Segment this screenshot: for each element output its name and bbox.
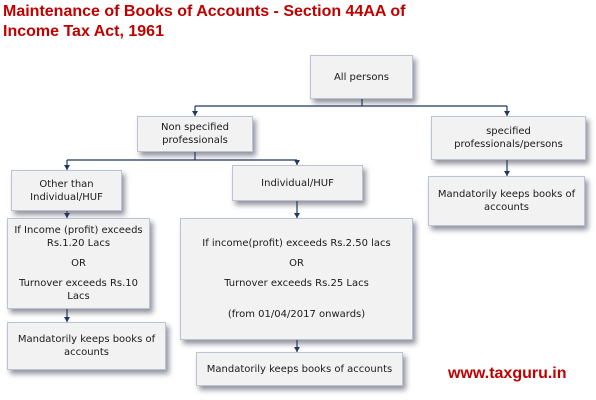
page-title: Maintenance of Books of Accounts - Section 44AA of Income Tax Act, 1961 [3,3,406,40]
left-condition-turnover: Turnover exceeds Rs.10 Lacs [19,278,138,302]
middle-condition-or: OR [289,258,304,269]
left-mandatory-box [7,322,166,370]
middle-condition-date: (from 01/04/2017 onwards) [227,309,366,320]
middle-condition-turnover: Turnover exceeds Rs.25 Lacs [224,278,369,289]
individual-huf-label: Individual/HUF [261,177,334,189]
non-specified-label: Non specified professionals [161,122,229,146]
specified-box [431,116,586,160]
left-condition-or: OR [71,258,86,269]
middle-mandatory-box [196,352,403,386]
specified-mandatory-box [428,176,585,226]
left-condition-income: If Income (profit) exceeds Rs.1.20 Lacs [14,225,143,249]
individual-huf-box [232,165,363,201]
other-than-individual-label: Other than Individual/HUF [30,178,103,203]
specified-mandatory-label: Mandatorily keeps books of accounts [437,189,576,213]
all-persons-box [310,55,413,99]
left-condition-box [7,218,150,309]
site-watermark: www.taxguru.in [448,365,567,382]
other-than-individual-box [11,170,122,211]
middle-condition-income: If income(profit) exceeds Rs.2.50 lacs [202,238,391,249]
all-persons-label: All persons [333,71,390,83]
left-mandatory-label: Mandatorily keeps books of accounts [17,334,156,358]
specified-label: specified professionals/persons [454,126,563,150]
middle-condition-box [180,218,413,340]
middle-mandatory-label: Mandatorily keeps books of accounts [206,363,393,375]
non-specified-box [137,116,253,152]
